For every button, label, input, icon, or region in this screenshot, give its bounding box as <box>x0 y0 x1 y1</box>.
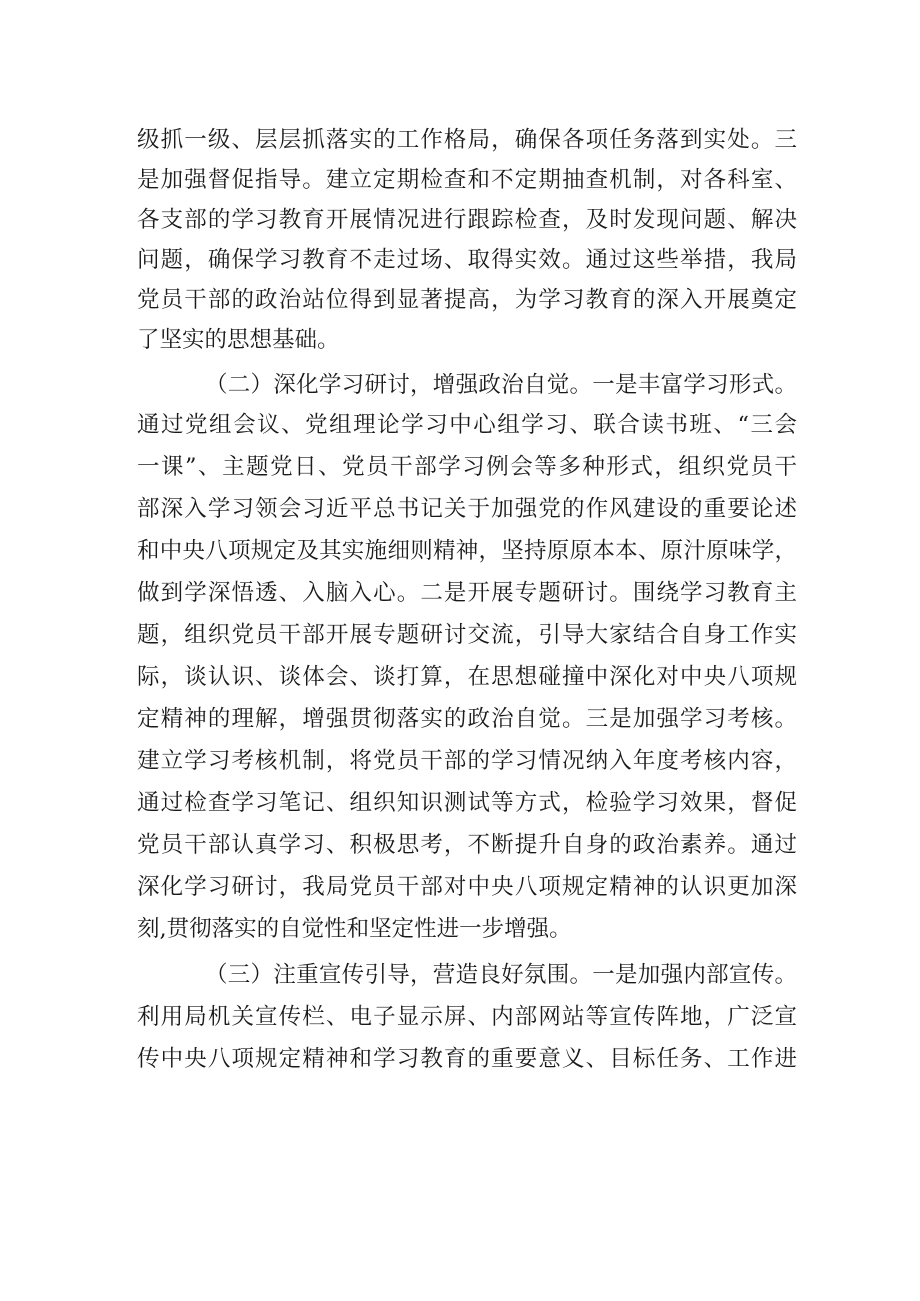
text-line: 深化学习研讨，我局党员干部对中央八项规定精神的认识更加深 <box>137 874 797 900</box>
text-line: 和中央八项规定及其实施细则精神，坚持原原本本、原汁原味学， <box>137 538 797 564</box>
text-line: 级抓一级、层层抓落实的工作格局，确保各项任务落到实处。三 <box>137 127 797 153</box>
text-line: 党员干部认真学习、积极思考，不断提升自身的政治素养。通过 <box>137 832 797 858</box>
text-line: 党员干部的政治站位得到显著提高，为学习教育的深入开展奠定 <box>137 287 797 313</box>
text-line: 通过党组会议、党组理论学习中心组学习、联合读书班、“三会 <box>137 412 797 438</box>
text-line: 际，谈认识、谈体会、谈打算，在思想碰撞中深化对中央八项规 <box>137 664 797 690</box>
text-line: 一课”、主题党日、党员干部学习例会等多种形式，组织党员干 <box>137 454 797 480</box>
text-line: 是加强督促指导。建立定期检查和不定期抽查机制，对各科室、 <box>137 167 797 193</box>
section-heading-line: （二）深化学习研讨，增强政治自觉。一是丰富学习形式。 <box>205 372 797 398</box>
text-line: 定精神的理解，增强贯彻落实的政治自觉。三是加强学习考核。 <box>137 706 797 732</box>
text-line: 了坚实的思想基础。 <box>137 327 340 353</box>
text-line: 传中央八项规定精神和学习教育的重要意义、目标任务、工作进 <box>137 1046 797 1072</box>
section-heading-line: （三）注重宣传引导，营造良好氛围。一是加强内部宣传。 <box>205 962 797 988</box>
text-line: 利用局机关宣传栏、电子显示屏、内部网站等宣传阵地，广泛宣 <box>137 1004 797 1030</box>
text-line: 部深入学习领会习近平总书记关于加强党的作风建设的重要论述 <box>137 496 797 522</box>
text-line: 通过检查学习笔记、组织知识测试等方式，检验学习效果，督促 <box>137 790 797 816</box>
text-line: 刻,贯彻落实的自觉性和坚定性进一步增强。 <box>137 916 572 942</box>
text-line: 做到学深悟透、入脑入心。二是开展专题研讨。围绕学习教育主 <box>137 580 797 606</box>
text-line: 各支部的学习教育开展情况进行跟踪检查，及时发现问题、解决 <box>137 207 797 233</box>
text-line: 建立学习考核机制，将党员干部的学习情况纳入年度考核内容， <box>137 748 797 774</box>
text-line: 问题，确保学习教育不走过场、取得实效。通过这些举措，我局 <box>137 247 797 273</box>
text-line: 题，组织党员干部开展专题研讨交流，引导大家结合自身工作实 <box>137 622 797 648</box>
